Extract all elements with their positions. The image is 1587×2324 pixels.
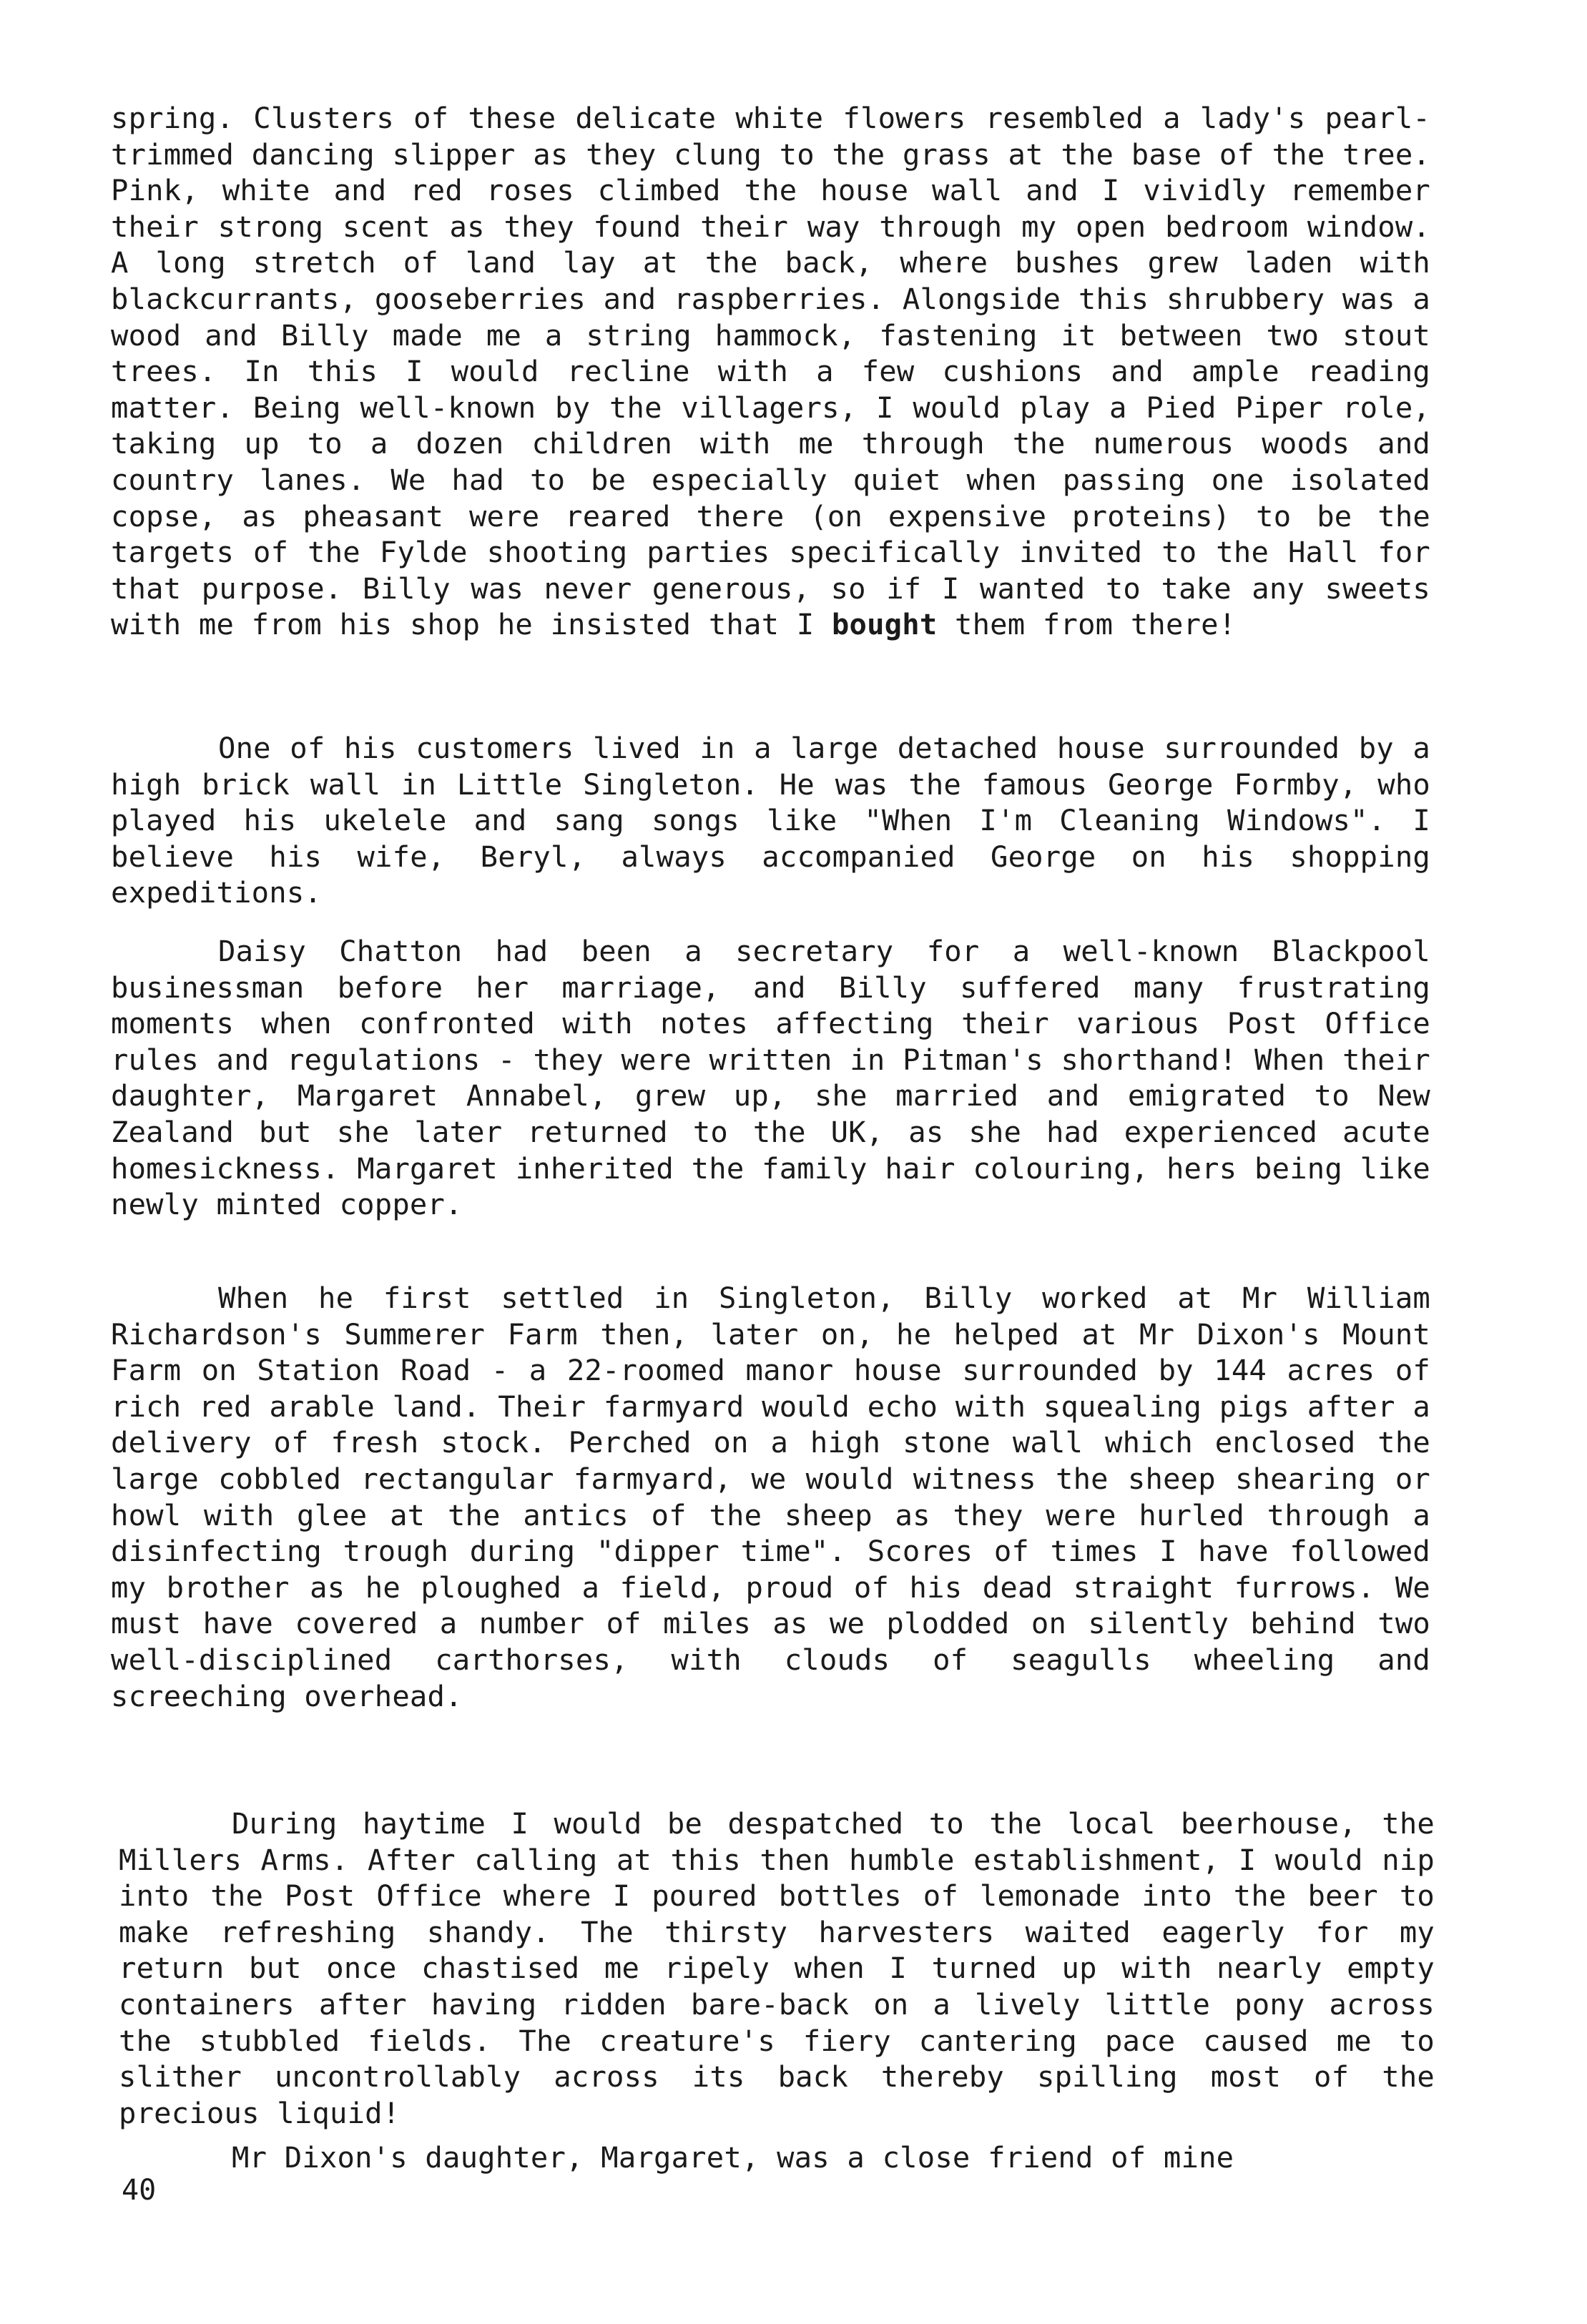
- paragraph-text: spring. Clusters of these delicate white flowers resembled a lady's pearl-trimmed dancing slipper as they clung to the grass at the base of the tree. Pink, white and red roses climbed the house wall and I vividly remember their strong scent as they found their way through my open bedroom window. A long stretch of land lay at the back, where bushes grew laden with blackcurrants, gooseberries and raspberries. Alongside this shrubbery was a wood and Billy made me a string hammock, fastening it between two stout trees. In this I would recline with a few cushions and ample reading matter. Being well-known by the villagers, I would play a Pied Piper role, taking up to a dozen children with me through the numerous woods and country lanes. We had to be especially quiet when passing one isolated copse, as pheasant were reared there (on expensive proteins) to be the targets of the Fylde shooting parties specifically invited to the Hall for that purpose. Billy was never generous, so if I wanted to take any sweets with me from his shop he insisted that I: [111, 101, 1430, 642]
- paragraph-text: them from there!: [937, 607, 1237, 642]
- paragraph-farm-work: When he first settled in Singleton, Billy worked at Mr William Richardson's Summerer Farm then, later on, he helped at Mr Dixon's Mount Farm on Station Road - a 22-roomed manor house surrounded by 144 acres of rich red arable land. Their farmyard would echo with squealing pigs after a delivery of fresh stock. Perched on a high stone wall which enclosed the large cobbled rectangular farmyard, we would witness the sheep shearing or howl with glee at the antics of the sheep as they were hurled through a disinfecting trough during "dipper time". Scores of times I have followed my brother as he ploughed a field, proud of his dead straight furrows. We must have covered a number of miles as we plodded on silently behind two well-disciplined carthorses, with clouds of seagulls wheeling and screeching overhead.: [111, 1281, 1430, 1713]
- paragraph-garden-and-village: [111, 100, 1430, 643]
- paragraph-daisy-chatton: Daisy Chatton had been a secretary for a well-known Blackpool businessman before her marriage, and Billy suffered many frustrating moments when confronted with notes affecting their various Post Office rules and regulations - they were written in Pitman's shorthand! When their daughter, Margaret Annabel, grew up, she married and emigrated to New Zealand but she later returned to the UK, as she had experienced acute homesickness. Margaret inherited the family hair colouring, hers being like newly minted copper.: [111, 934, 1430, 1222]
- emphasized-word: bought: [831, 607, 938, 642]
- paragraph-margaret-dixon: Mr Dixon's daughter, Margaret, was a close friend of mine: [232, 2140, 1234, 2175]
- paragraph-george-formby: One of his customers lived in a large detached house surrounded by a high brick wall in Little Singleton. He was the famous George Formby, who played his ukelele and sang songs like "When I'm Cleaning Windows". I believe his wife, Beryl, always accompanied George on his shopping expeditions.: [111, 731, 1430, 910]
- page-number: 40: [122, 2174, 157, 2207]
- paragraph-haytime: During haytime I would be despatched to the local beerhouse, the Millers Arms. After calling at this then humble establishment, I would nip into the Post Office where I poured bottles of lemonade into the beer to make refreshing shandy. The thirsty harvesters waited eagerly for my return but once chastised me ripely when I turned up with nearly empty containers after having ridden bare-back on a lively little pony across the stubbled fields. The creature's fiery cantering pace caused me to slither uncontrollably across its back thereby spilling most of the precious liquid!: [119, 1806, 1435, 2130]
